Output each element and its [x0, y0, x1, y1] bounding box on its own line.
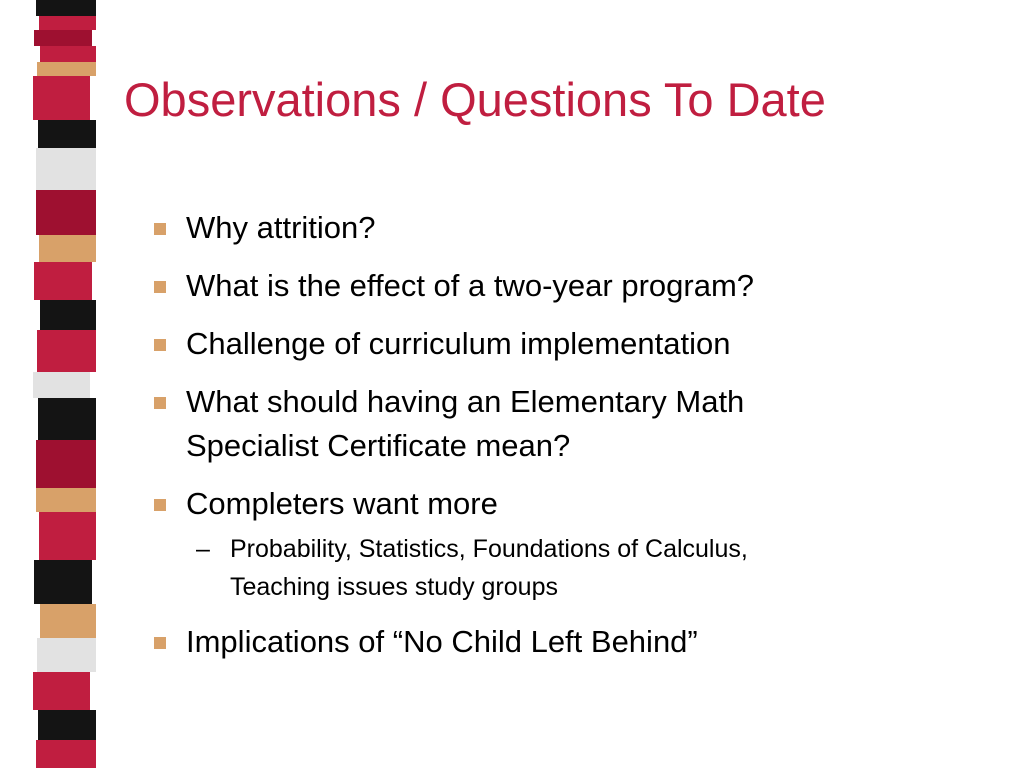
sub-bullet-text-line-2: Teaching issues study groups — [230, 573, 558, 601]
stripe-segment — [33, 372, 90, 398]
sub-bullet-text-line-1: Probability, Statistics, Foundations of Calculus, — [230, 535, 748, 563]
square-bullet-icon — [154, 339, 166, 351]
stripe-segment — [36, 190, 96, 235]
stripe-segment — [38, 120, 96, 148]
slide-title: Observations / Questions To Date — [124, 73, 826, 126]
stripe-segment — [40, 46, 96, 62]
bullet-item — [152, 620, 992, 664]
square-bullet-icon — [154, 397, 166, 409]
bullet-text: Completers want more — [186, 486, 498, 521]
stripe-segment — [36, 740, 96, 768]
bullet-text: Why attrition? — [186, 210, 376, 245]
bullet-text: Challenge of curriculum implementation — [186, 326, 731, 361]
bullet-item — [152, 264, 992, 308]
bullet-item — [152, 380, 992, 468]
stripe-segment — [36, 0, 96, 16]
square-bullet-icon — [154, 223, 166, 235]
stripe-segment — [37, 330, 96, 372]
stripe-segment — [40, 300, 96, 330]
bullet-item — [152, 482, 992, 606]
bullet-text: Implications of “No Child Left Behind” — [186, 624, 698, 659]
stripe-segment — [34, 560, 92, 604]
stripe-segment — [37, 638, 96, 672]
stripe-segment — [39, 16, 96, 30]
stripe-segment — [33, 672, 90, 710]
stripe-segment — [34, 262, 92, 300]
bullet-text-line-1: What should having an Elementary Math — [186, 384, 745, 419]
decorative-stripe-bar — [34, 0, 98, 768]
bullet-item — [152, 322, 992, 366]
stripe-segment — [33, 76, 90, 120]
bullet-text: What is the effect of a two-year program? — [186, 268, 755, 303]
stripe-segment — [36, 440, 96, 488]
stripe-segment — [39, 512, 96, 560]
square-bullet-icon — [154, 499, 166, 511]
stripe-segment — [38, 710, 96, 740]
dash-bullet-icon: – — [196, 535, 210, 563]
stripe-segment — [36, 148, 96, 190]
stripe-segment — [37, 62, 96, 76]
stripe-segment — [38, 398, 96, 440]
stripe-segment — [39, 235, 96, 262]
bullet-list — [152, 206, 992, 678]
square-bullet-icon — [154, 637, 166, 649]
sub-bullet-item — [186, 530, 992, 606]
sub-bullet-list — [186, 530, 992, 606]
stripe-segment — [40, 604, 96, 638]
bullet-item — [152, 206, 992, 250]
bullet-text-line-2: Specialist Certificate mean? — [186, 428, 571, 463]
stripe-segment — [36, 488, 96, 512]
square-bullet-icon — [154, 281, 166, 293]
stripe-segment — [34, 30, 92, 46]
